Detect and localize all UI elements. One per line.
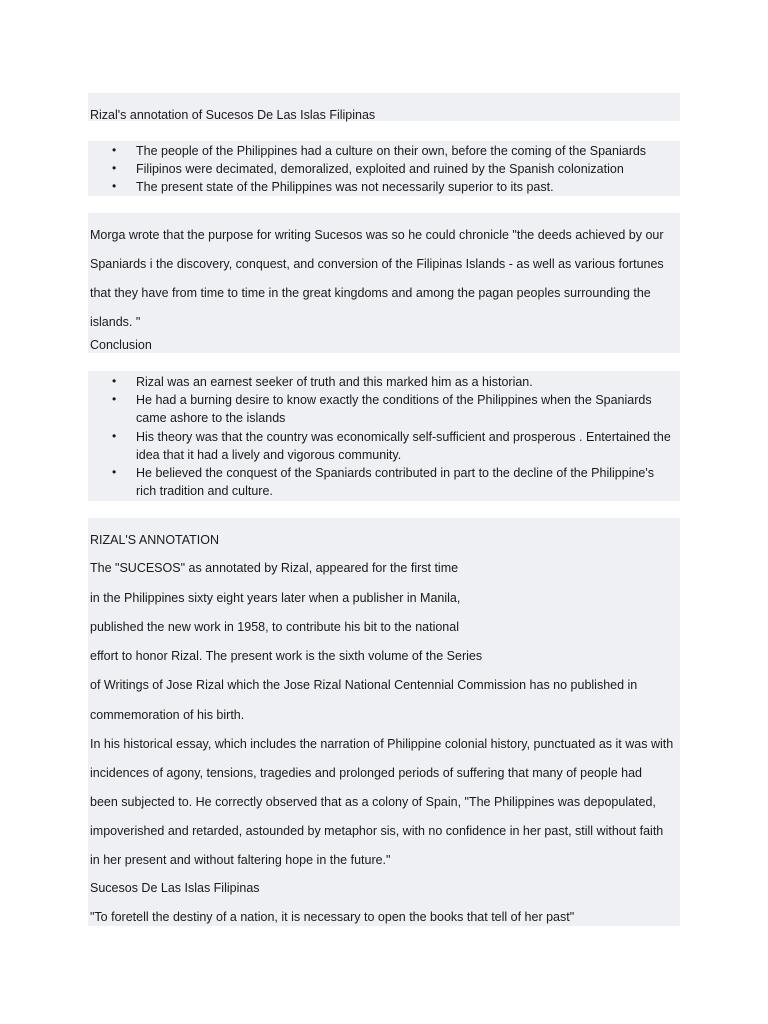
morga-paragraph-block	[88, 213, 680, 353]
title-block	[88, 93, 680, 121]
paragraph-line: been subjected to. He correctly observed that as a colony of Spain, "The Philippines was depopulated,	[90, 795, 656, 809]
quote-line: "To foretell the destiny of a nation, it is necessary to open the books that tell of her past"	[90, 910, 575, 924]
paragraph-line: In his historical essay, which includes the narration of Philippine colonial history, punctuated as it was with	[90, 737, 674, 751]
document-title: Rizal's annotation of Sucesos De Las Islas Filipinas	[90, 108, 376, 122]
paragraph-line: islands. "	[90, 315, 141, 329]
annotation-block	[88, 518, 680, 926]
paragraph-line: of Writings of Jose Rizal which the Jose Rizal National Centennial Commission has no published in	[90, 678, 638, 692]
bullet-icon: •	[112, 429, 117, 443]
paragraph-line: Spaniards i the discovery, conquest, and conversion of the Filipinas Islands - as well as various fortunes	[90, 257, 664, 271]
section-heading: RIZAL'S ANNOTATION	[90, 533, 220, 547]
paragraph-line: Morga wrote that the purpose for writing Sucesos was so he could chronicle "the deeds achieved by our	[90, 228, 664, 242]
conclusion-heading: Conclusion	[90, 338, 152, 352]
bullet-icon: •	[112, 465, 117, 479]
conclusion-bullet-block: • Rizal was an earnest seeker of truth and this marked him as a historian. • He had a burning desire to know exactly the conditions of the Philippines when the Spaniards came ashore to the islands • His theory was that the country was economically self-sufficient and prosperous . Entertained the idea that it had a lively and vigorous community. • He believed the conquest of the Spaniards contributed in part to the decline of the Philippine's rich tradition and culture.	[88, 371, 680, 501]
paragraph-line: The "SUCESOS" as annotated by Rizal, appeared for the first time	[90, 561, 459, 575]
paragraph-line: in her present and without faltering hope in the future."	[90, 853, 391, 867]
bullet-icon: •	[112, 143, 117, 157]
intro-bullet-block: • The people of the Philippines had a culture on their own, before the coming of the Spaniards • Filipinos were decimated, demoralized, exploited and ruined by the Spanish colonization • The present state of the Philippines was not necessarily superior to its past.	[88, 141, 680, 196]
paragraph-line: commemoration of his birth.	[90, 708, 245, 722]
paragraph-line: that they have from time to time in the great kingdoms and among the pagan peoples surrounding the	[90, 286, 651, 300]
paragraph-line: incidences of agony, tensions, tragedies and prolonged periods of suffering that many of people had	[90, 766, 642, 780]
bullet-icon: •	[112, 374, 117, 388]
bullet-icon: •	[112, 161, 117, 175]
bullet-icon: •	[112, 179, 117, 193]
paragraph-line: published the new work in 1958, to contribute his bit to the national	[90, 620, 459, 634]
paragraph-line: in the Philippines sixty eight years later when a publisher in Manila,	[90, 591, 461, 605]
subsection-heading: Sucesos De Las Islas Filipinas	[90, 881, 260, 895]
paragraph-line: impoverished and retarded, astounded by metaphor sis, with no confidence in her past, still without faith	[90, 824, 664, 838]
bullet-icon: •	[112, 392, 117, 406]
paragraph-line: effort to honor Rizal. The present work is the sixth volume of the Series	[90, 649, 483, 663]
